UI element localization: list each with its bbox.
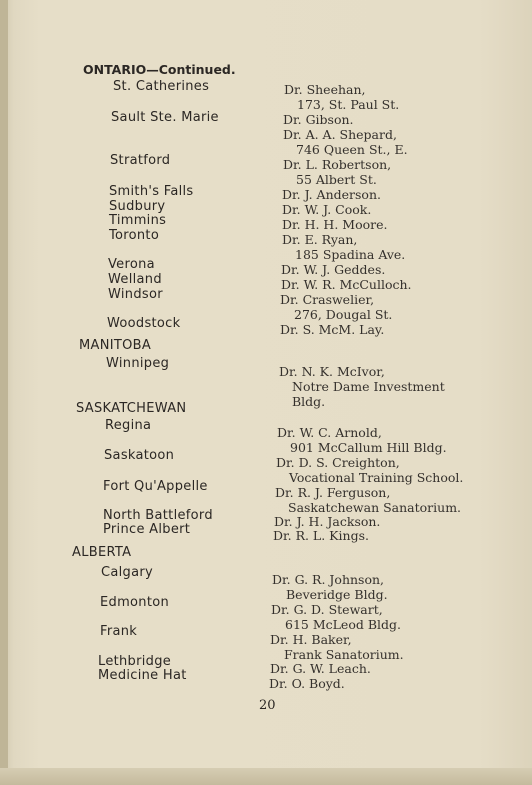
- place-name: Windsor: [108, 287, 163, 302]
- place-name: Calgary: [101, 565, 154, 580]
- doctor-entry: Dr. Craswelier,: [280, 292, 375, 307]
- place-name: Woodstock: [107, 316, 181, 331]
- doctor-entry: Dr. G. R. Johnson,: [272, 572, 385, 587]
- doctor-entry: Dr. J. Anderson.: [282, 187, 381, 202]
- place-name: Frank: [100, 624, 138, 639]
- doctor-entry: Dr. G. W. Leach.: [270, 661, 371, 676]
- place-name: Fort Qu'Appelle: [103, 479, 208, 494]
- doctor-address: 185 Spadina Ave.: [295, 247, 406, 262]
- page-bottom-edge: [0, 768, 532, 785]
- doctor-entry: Dr. W. J. Cook.: [282, 202, 372, 217]
- doctor-address: Bldg.: [292, 394, 326, 409]
- doctor-address: 55 Albert St.: [296, 172, 377, 187]
- doctor-address: 615 McLeod Bldg.: [285, 617, 401, 632]
- place-name: Timmins: [109, 213, 167, 228]
- doctor-entry: Dr. G. D. Stewart,: [271, 602, 383, 617]
- doctor-entry: Dr. J. H. Jackson.: [274, 514, 381, 529]
- page-number: 20: [259, 698, 276, 713]
- binding-edge: [0, 0, 8, 785]
- doctor-entry: Dr. H. Baker,: [270, 632, 352, 647]
- doctor-address: Beveridge Bldg.: [286, 587, 388, 602]
- doctor-entry: Dr. S. McM. Lay.: [280, 322, 385, 337]
- place-name: Stratford: [110, 153, 171, 168]
- doctor-entry: Dr. W. C. Arnold,: [277, 425, 382, 440]
- doctor-entry: Dr. H. H. Moore.: [282, 217, 388, 232]
- place-name: Regina: [105, 418, 152, 433]
- place-name: Medicine Hat: [98, 668, 187, 683]
- doctor-entry: Dr. O. Boyd.: [269, 676, 345, 691]
- doctor-address: Vocational Training School.: [289, 470, 464, 485]
- doctor-entry: Dr. W. J. Geddes.: [281, 262, 386, 277]
- province-heading: ALBERTA: [72, 545, 132, 560]
- place-name: Toronto: [109, 228, 160, 243]
- place-name: Prince Albert: [103, 522, 191, 537]
- place-name: North Battleford: [103, 508, 213, 523]
- doctor-entry: Dr. A. A. Shepard,: [283, 127, 397, 142]
- place-name: Smith's Falls: [109, 184, 194, 199]
- place-name: Welland: [108, 272, 162, 287]
- place-name: St. Catherines: [113, 79, 210, 94]
- doctor-entry: Dr. N. K. McIvor,: [279, 364, 385, 379]
- place-name: Sudbury: [109, 199, 166, 214]
- place-name: Verona: [108, 257, 155, 272]
- province-heading: MANITOBA: [79, 338, 152, 353]
- doctor-address: Saskatchewan Sanatorium.: [288, 500, 462, 515]
- doctor-entry: Dr. Sheehan,: [284, 82, 366, 97]
- doctor-entry: Dr. E. Ryan,: [282, 232, 358, 247]
- province-heading: SASKATCHEWAN: [76, 401, 187, 416]
- doctor-entry: Dr. Gibson.: [283, 112, 354, 127]
- doctor-address: Frank Sanatorium.: [284, 647, 404, 662]
- section-header: ONTARIO—Continued.: [83, 62, 236, 77]
- place-name: Saskatoon: [104, 448, 175, 463]
- doctor-address: 173, St. Paul St.: [297, 97, 400, 112]
- doctor-entry: Dr. W. R. McCulloch.: [281, 277, 412, 292]
- place-name: Lethbridge: [98, 654, 172, 669]
- doctor-address: Notre Dame Investment: [292, 379, 445, 394]
- place-name: Winnipeg: [106, 356, 170, 371]
- doctor-entry: Dr. R. L. Kings.: [273, 528, 369, 543]
- doctor-address: 276, Dougal St.: [294, 307, 393, 322]
- place-name: Sault Ste. Marie: [111, 110, 219, 125]
- doctor-entry: Dr. L. Robertson,: [283, 157, 392, 172]
- doctor-address: 746 Queen St., E.: [296, 142, 408, 157]
- doctor-address: 901 McCallum Hill Bldg.: [290, 440, 447, 455]
- place-name: Edmonton: [100, 595, 170, 610]
- doctor-entry: Dr. D. S. Creighton,: [276, 455, 400, 470]
- doctor-entry: Dr. R. J. Ferguson,: [275, 485, 391, 500]
